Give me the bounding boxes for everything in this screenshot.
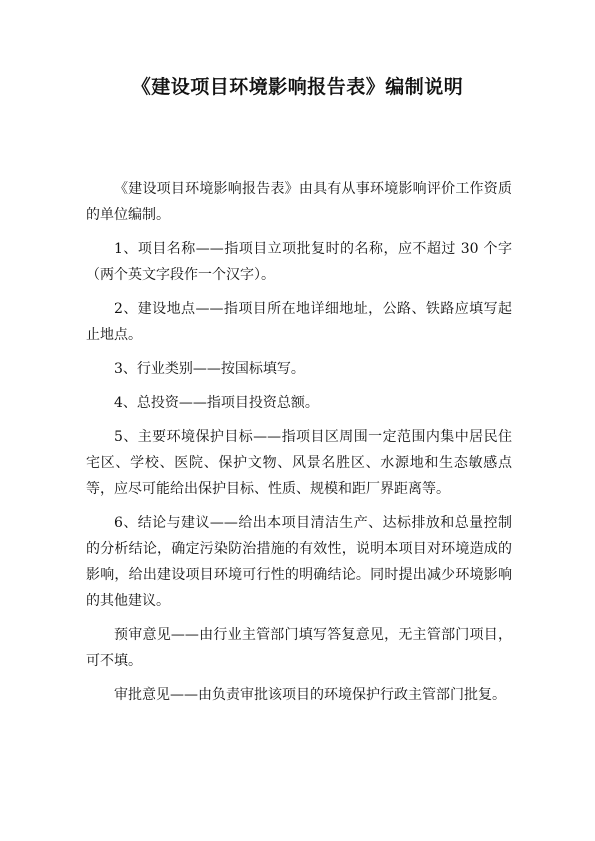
paragraph-intro: 《建设项目环境影响报告表》由具有从事环境影响评价工作资质的单位编制。	[86, 181, 512, 223]
paragraph-conclusions: 6、结论与建议——给出本项目清洁生产、达标排放和总量控制的分析结论，确定污染防治措施的有效性，说明本项目对环境造成的影响，给出建设项目环境可行性的明确结论。同时提出减少环境影响的其他建议。	[86, 515, 512, 609]
paragraph-approval: 审批意见——由负责审批该项目的环境保护行政主管部门批复。	[114, 687, 506, 703]
paragraph-total-investment: 4、总投资——指项目投资总额。	[114, 395, 319, 411]
paragraph-project-name: 1、项目名称——指项目立项批复时的名称，应不超过 30 个字（两个英文字段作一个汉字）。	[86, 241, 512, 283]
paragraph-protection-targets: 5、主要环境保护目标——指项目区周围一定范围内集中居民住宅区、学校、医院、保护文物、风景名胜区、水源地和生态敏感点等，应尽可能给出保护目标、性质、规模和距厂界距离等。	[86, 429, 512, 497]
paragraph-pre-review: 预审意见——由行业主管部门填写答复意见，无主管部门项目，可不填。	[86, 627, 512, 669]
document-title: 《建设项目环境影响报告表》编制说明	[131, 76, 464, 98]
document-body	[86, 176, 512, 716]
paragraph-construction-site: 2、建设地点——指项目所在地详细地址，公路、铁路应填写起止地点。	[86, 301, 512, 343]
paragraph-industry-category: 3、行业类别——按国标填写。	[114, 361, 305, 377]
